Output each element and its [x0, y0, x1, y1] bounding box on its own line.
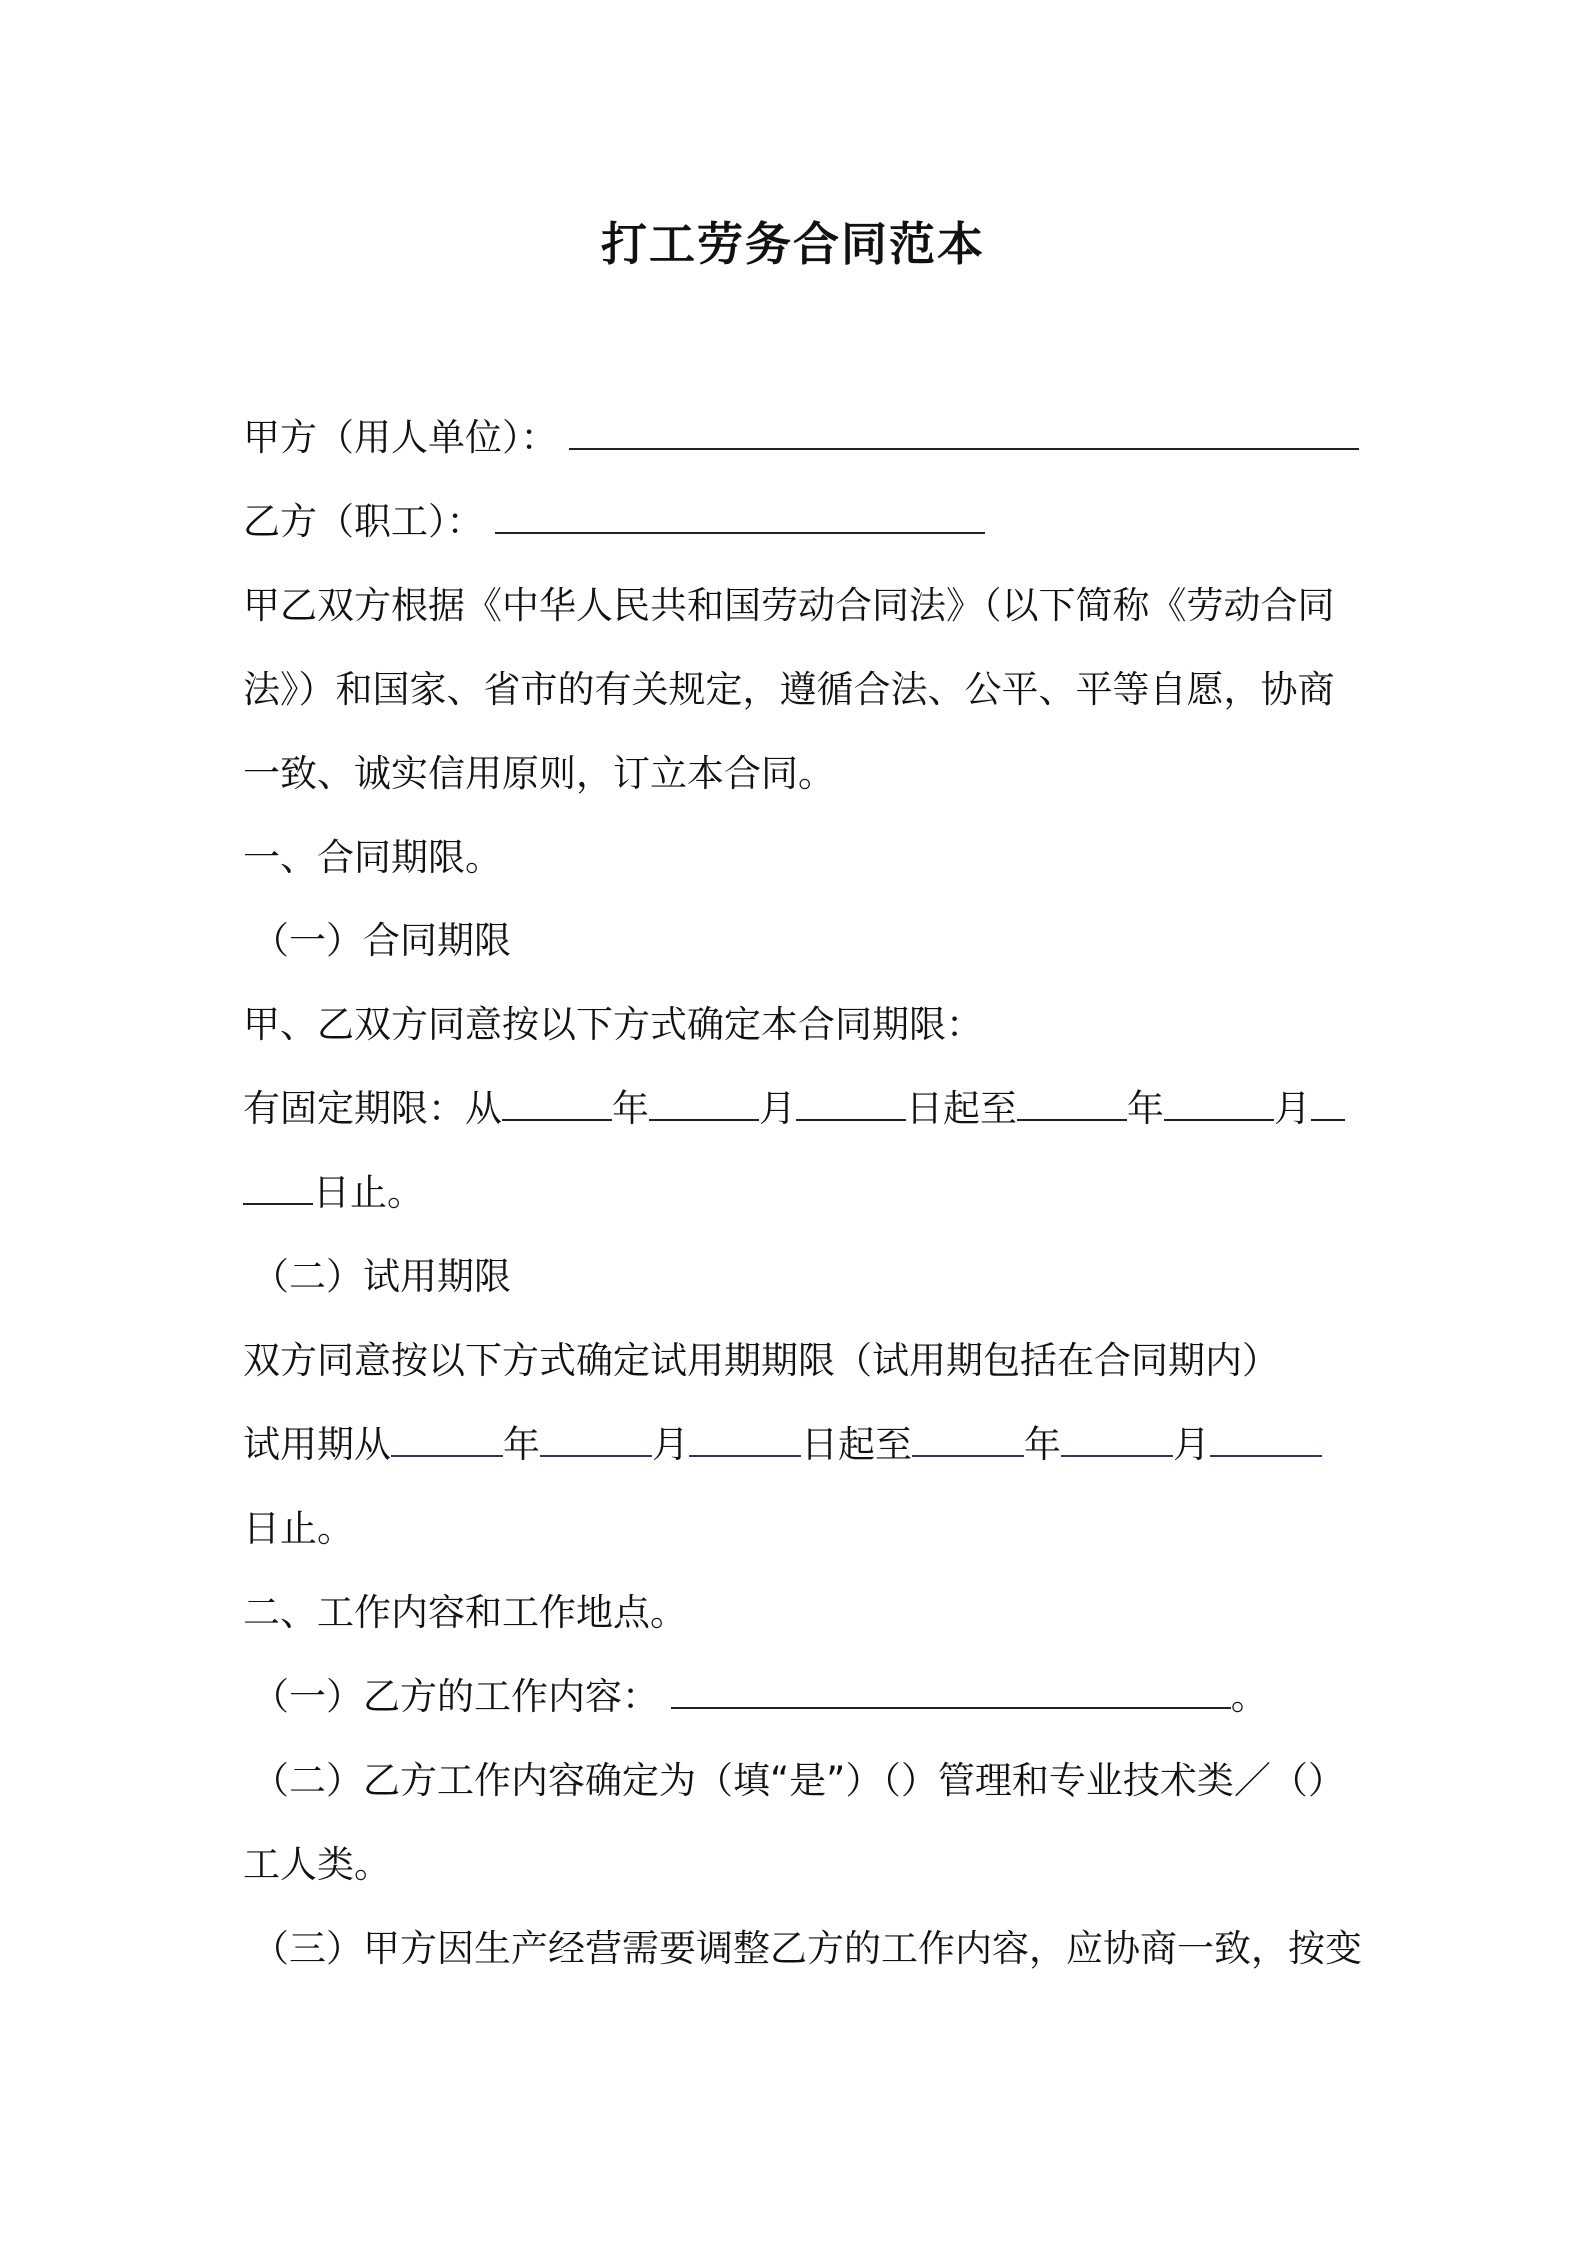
- probation-end-line: 日止。: [243, 1507, 354, 1550]
- party-a-label: 甲方（用人单位）：: [243, 416, 558, 459]
- work-content-blank[interactable]: [671, 1677, 1231, 1709]
- section-2-item-1-label: （一）乙方的工作内容：: [252, 1675, 659, 1718]
- fixed-term-start-month-blank[interactable]: [649, 1089, 759, 1121]
- fixed-term-year-label: 年: [612, 1087, 649, 1130]
- section-1-sub-1-intro: 甲、乙双方同意按以下方式确定本合同期限：: [243, 1003, 983, 1046]
- probation-month2-label: 月: [1173, 1423, 1210, 1466]
- fixed-term-prefix: 有固定期限：从: [243, 1087, 502, 1130]
- party-a-line: [243, 410, 1359, 466]
- probation-end-month-blank[interactable]: [1061, 1425, 1173, 1457]
- probation-start-month-blank[interactable]: [540, 1425, 652, 1457]
- fixed-term-end-label: 日止。: [313, 1171, 424, 1214]
- document-title: 打工劳务合同范本: [601, 217, 985, 271]
- section-2-heading: 二、工作内容和工作地点。: [243, 1591, 687, 1634]
- party-b-line: [243, 494, 985, 550]
- probation-year-label: 年: [503, 1423, 540, 1466]
- party-a-blank[interactable]: [569, 418, 1359, 450]
- preamble-line-2: 法》）和国家、省市的有关规定，遵循合法、公平、平等自愿，协商: [243, 668, 1335, 711]
- fixed-term-month-label: 月: [759, 1087, 796, 1130]
- fixed-term-year2-label: 年: [1127, 1087, 1164, 1130]
- fixed-term-day-from-label: 日起至: [906, 1087, 1017, 1130]
- fixed-term-end-year-blank[interactable]: [1017, 1089, 1127, 1121]
- section-1-heading: 一、合同期限。: [243, 836, 502, 879]
- probation-prefix: 试用期从: [243, 1423, 391, 1466]
- fixed-term-end-day-blank-part1[interactable]: [1311, 1089, 1345, 1121]
- fixed-term-end-day-blank-part2[interactable]: [243, 1173, 313, 1205]
- fixed-term-end-month-blank[interactable]: [1164, 1089, 1274, 1121]
- probation-end-year-blank[interactable]: [912, 1425, 1024, 1457]
- probation-month-label: 月: [652, 1423, 689, 1466]
- probation-intro: 双方同意按以下方式确定试用期期限（试用期包括在合同期内）: [243, 1339, 1279, 1382]
- probation-start-day-blank[interactable]: [689, 1425, 801, 1457]
- fixed-term-line: [243, 1081, 1345, 1137]
- fixed-term-month2-label: 月: [1274, 1087, 1311, 1130]
- fixed-term-line-2: [243, 1165, 424, 1221]
- probation-start-year-blank[interactable]: [391, 1425, 503, 1457]
- section-2-item-1: [252, 1669, 1268, 1725]
- probation-year2-label: 年: [1024, 1423, 1061, 1466]
- section-2-item-3-line-1: （三）甲方因生产经营需要调整乙方的工作内容，应协商一致，按变: [252, 1927, 1362, 1970]
- preamble-line-1: 甲乙双方根据《中华人民共和国劳动合同法》（以下简称《劳动合同: [243, 584, 1335, 627]
- party-b-blank[interactable]: [495, 502, 985, 534]
- section-2-item-2-line-1: （二）乙方工作内容确定为（填“是”）（）管理和专业技术类／（）: [252, 1759, 1345, 1802]
- section-2-item-1-end: 。: [1230, 1675, 1268, 1718]
- probation-line: [243, 1417, 1322, 1473]
- fixed-term-start-day-blank[interactable]: [796, 1089, 906, 1121]
- probation-day-from-label: 日起至: [801, 1423, 912, 1466]
- party-b-label: 乙方（职工）：: [243, 500, 484, 543]
- fixed-term-start-year-blank[interactable]: [502, 1089, 612, 1121]
- preamble-line-3: 一致、诚实信用原则，订立本合同。: [243, 752, 835, 795]
- section-2-item-2-line-2: 工人类。: [243, 1843, 391, 1886]
- section-1-sub-1: （一）合同期限: [252, 919, 511, 962]
- probation-end-day-blank[interactable]: [1210, 1425, 1322, 1457]
- section-1-sub-2: （二）试用期限: [252, 1255, 511, 1298]
